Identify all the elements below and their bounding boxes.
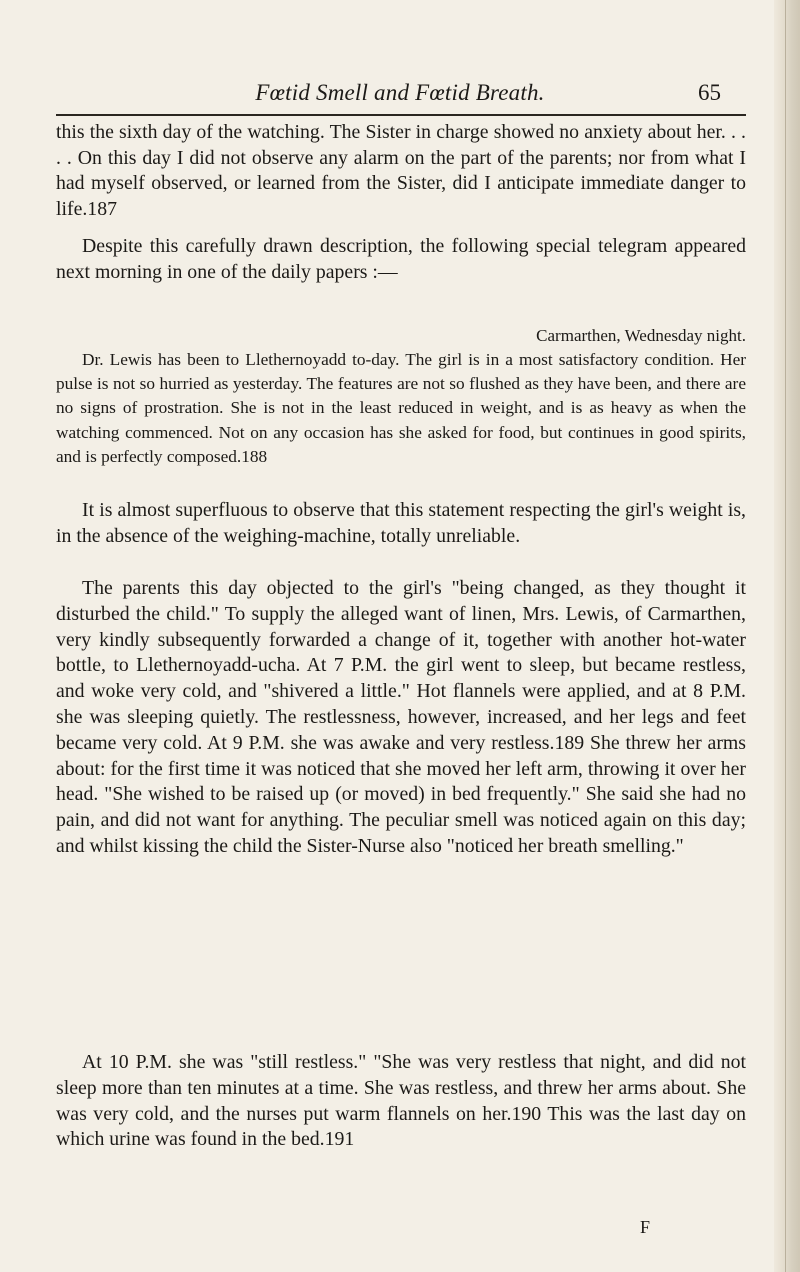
telegram-quote: Dr. Lewis has been to Llethernoyadd to-day. The girl is in a most satisfactory condition. Her pulse is not so hurried as yesterday. The features are not so flushed as they have been, and there are no signs of prostration. She is not in the least reduced in weight, and is as heavy as when the watching commenced. Not on any occasion has she asked for food, but continues in good spirits, and is perfectly composed.188 <box>56 350 746 466</box>
running-title: Fœtid Smell and Fœtid Breath. <box>255 80 545 105</box>
paragraph-3: It is almost superfluous to observe that this statement respecting the girl's weight is, in the absence of the weighing-machine, totally unreliable. <box>56 499 746 547</box>
page-edge-line <box>785 0 786 1272</box>
paragraph-5: At 10 P.M. she was "still restless." "She was very restless that night, and did not sleep more than ten minutes at a time. She was restless, and threw her arms about. She was very cold, and the nurses put warm flannels on her.190 This was the last day on which urine was found in the bed.191 <box>56 1051 746 1151</box>
page-number: 65 <box>698 80 721 105</box>
header-rule <box>56 114 746 116</box>
paragraph-4: The parents this day objected to the girl's "being changed, as they thought it disturbed the child." To supply the alleged want of linen, Mrs. Lewis, of Carmarthen, very kindly subsequently forwarded a change of it, together with another hot-water bottle, to Llethernoyadd-ucha. At 7 P.M. the girl went to sleep, but became restless, and woke very cold, and "shivered a little." Hot flannels were applied, and at 8 P.M. she was sleeping quietly. The restlessness, however, increased, and her legs and feet became very cold. At 9 P.M. she was awake and very restless.189 She threw her arms about: for the first time it was noticed that she moved her left arm, throwing it over her head. "She wished to be raised up (or moved) in bed frequently." She said she had no pain, and did not want for anything. The peculiar smell was noticed again on this day; and whilst kissing the child the Sister-Nurse also "noticed her breath smelling." <box>56 577 746 857</box>
page-edge-shadow <box>774 0 800 1272</box>
telegram-dateline: Carmarthen, Wednesday night. <box>536 326 746 345</box>
signature-mark: F <box>640 1217 651 1237</box>
paragraph-1: this the sixth day of the watching. The Sister in charge showed no anxiety about her. . . . . On this day I did not observe any alarm on the part of the parents; nor from what I had myself observed, or learned from the Sister, did I anticipate immediate danger to life.187 <box>56 121 746 220</box>
paragraph-2: Despite this carefully drawn description, the following special telegram appeared next morning in one of the daily papers :— <box>56 235 746 283</box>
